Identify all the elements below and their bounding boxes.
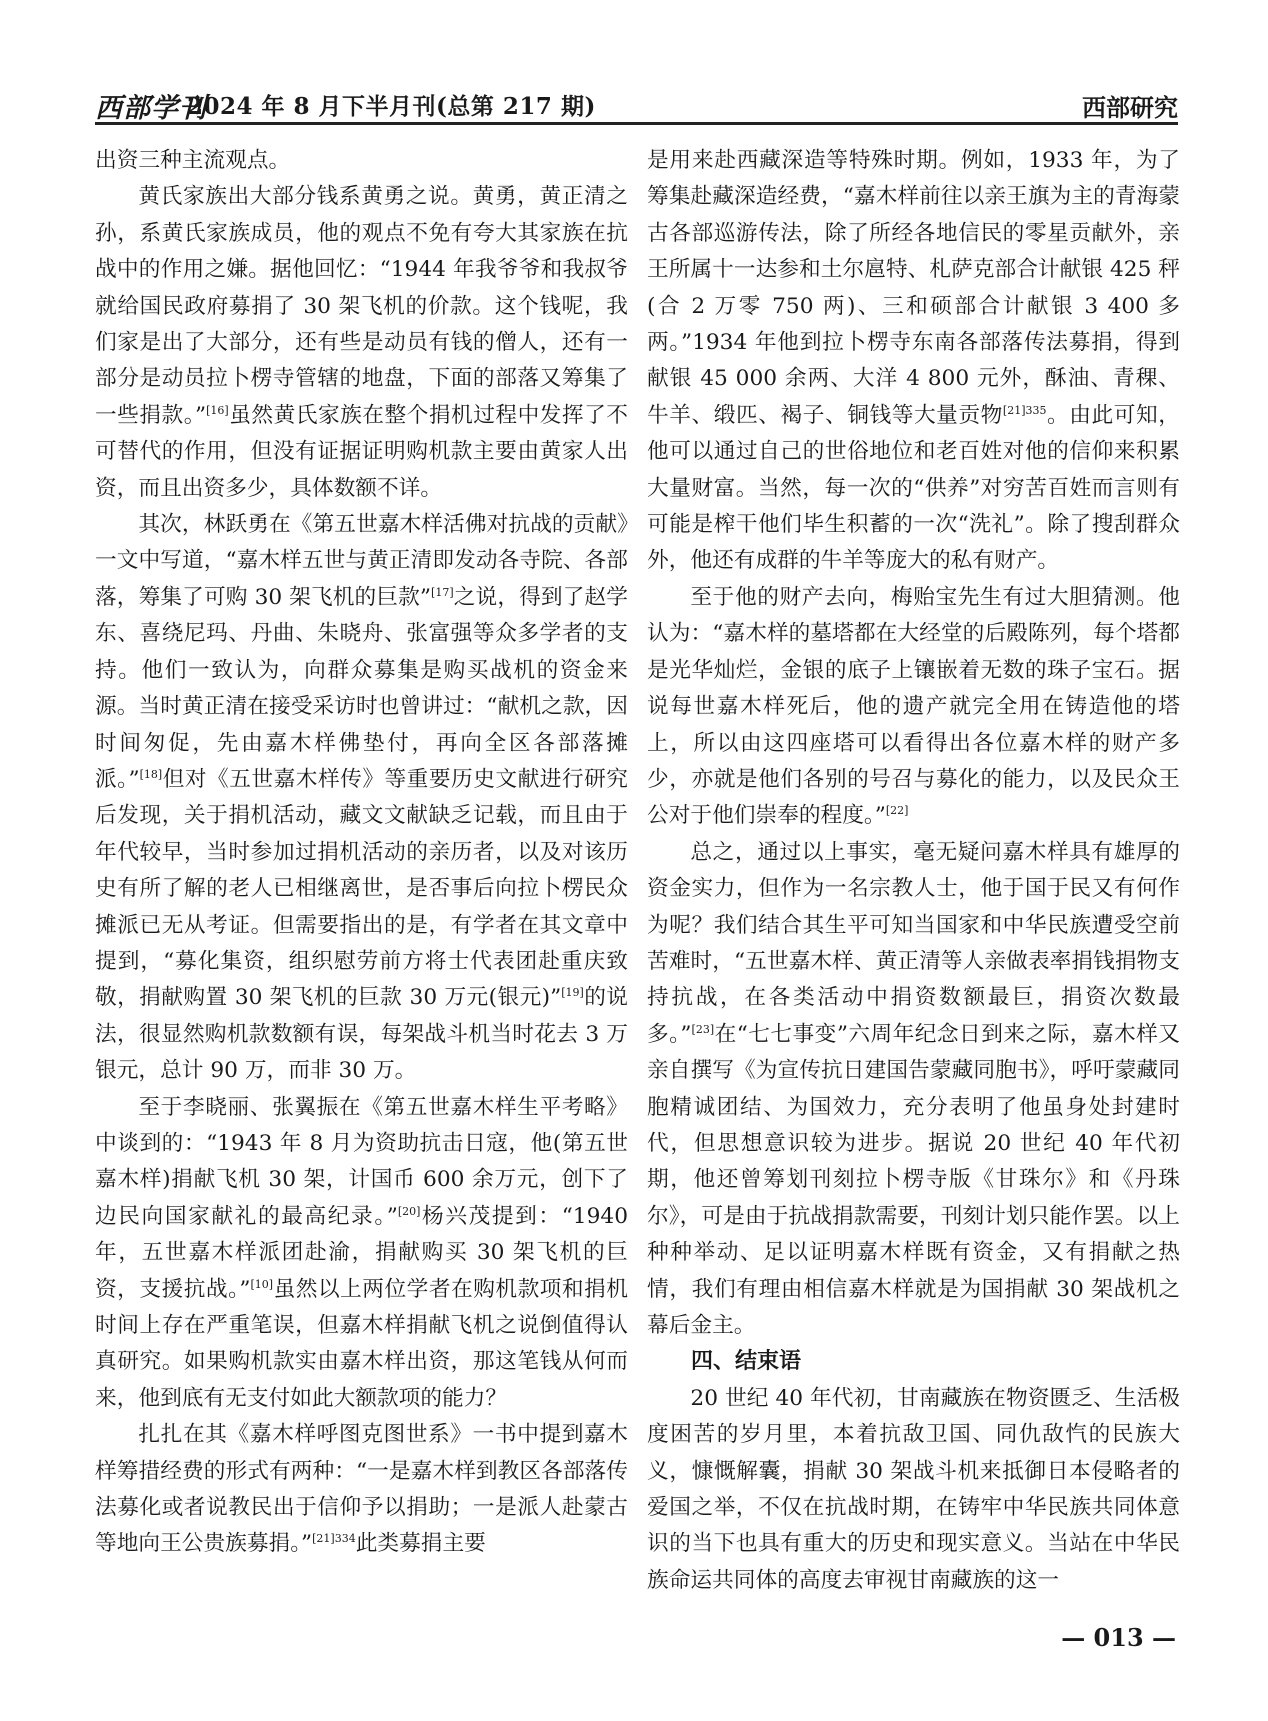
citation: [21]335 <box>1002 403 1047 417</box>
section-name: 西部研究 <box>1082 93 1178 122</box>
paragraph: 扎扎在其《嘉木样呼图克图世系》一书中提到嘉木样筹措经费的形式有两种：“一是嘉木样到教区各部落传法募化或者说教民出于信仰予以捐助；一是派人赴蒙古等地向王公贵族募捐。”$^{[21]334}$此类募捐主要 <box>95 1422 628 1557</box>
citation: [20] <box>397 1204 421 1218</box>
journal-logo: 西部学刊 <box>95 93 207 124</box>
paragraph: 至于他的财产去向，梅贻宝先生有过大胆猜测。他认为：“嘉木样的墓塔都在大经堂的后殿陈列，每个塔都是光华灿烂，金银的底子上镶嵌着无数的珠子宝石。据说每世嘉木样死后，他的遗产就完全用在铸造他的塔上，所以由这四座塔可以看得出各位嘉木样的财产多少，亦就是他们各别的号召与募化的能力，以及民众王公对于他们崇奉的程度。”[22] <box>647 584 1180 829</box>
page-header <box>95 82 1178 128</box>
paragraph: 总之，通过以上事实，毫无疑问嘉木样具有雄厚的资金实力，但作为一名宗教人士，他于国于民又有何作为呢？我们结合其生平可知当国家和中华民族遭受空前苦难时，“五世嘉木样、黄正清等人亲做表率捐钱捐物支持抗战，在各类活动中捐资数额最巨，捐资次数最多。”[23]在“七七事变”六周年纪念日到来之际，嘉木样又亲自撰写《为宣传抗日建国告蒙藏同胞书》，呼吁蒙藏同胞精诚团结、为国效力，充分表明了他虽身处封建时代，但思想意识较为进步。据说 20 世纪 40 年代初期，他还曾筹划刊刻拉卜楞寺版《甘珠尔》和《丹珠尔》，可是由于抗战捐款需要，刊刻计划只能作罢。以上种种举动、足以证明嘉木样既有资金，又有捐献之热情，我们有理由相信嘉木样就是为国捐献 30 架战机之幕后金主。 <box>647 839 1180 1338</box>
paragraph: 其次，林跃勇在《第五世嘉木样活佛对抗战的贡献》一文中写道，“嘉木样五世与黄正清即发动各寺院、各部落，筹集了可购 30 架飞机的巨款”[17]之说，得到了赵学东、喜绕尼玛、丹曲、朱晓舟、张富强等众多学者的支持。他们一致认为，向群众募集是购买战机的资金来源。当时黄正清在接受采访时也曾讲过：“献机之款，因时间匆促，先由嘉木样佛垫付，再向全区各部落摊派。”[18]但对《五世嘉木样传》等重要历史文献进行研究后发现，关于捐机活动，藏文文献缺乏记载，而且由于年代较早，当时参加过捐机活动的亲历者，以及对该历史有所了解的老人已相继离世，是否事后向拉卜楞民众摊派已无从考证。但需要指出的是，有学者在其文章中提到，“募化集资，组织慰劳前方将士代表团赴重庆致敬，捐献购置 30 架飞机的巨款 30 万元(银元)”[19]的说法，很显然购机款数额有误，每架战斗机当时花去 3 万银元，总计 90 万，而非 30 万。 <box>95 512 628 1084</box>
citation: [10] <box>250 1277 274 1291</box>
citation: [21]334 <box>312 1532 356 1546</box>
paragraph: 至于李晓丽、张翼振在《第五世嘉木样生平考略》中谈到的：“1943 年 8 月为资助抗击日寇，他(第五世嘉木样)捐献飞机 30 架，计国币 600 余万元，创下了边民向国家献礼的最高纪录。”[20]杨兴茂提到：“1940 年，五世嘉木样派团赴渝，捐献购买 30 架飞机的巨资，支援抗战。”[10]虽然以上两位学者在购机款项和捐机时间上存在严重笔误，但嘉木样捐献飞机之说倒值得认真研究。如果购机款实由嘉木样出资，那这笔钱从何而来，他到底有无支付如此大额款项的能力？ <box>95 1094 628 1411</box>
header-rule <box>95 122 1178 125</box>
paragraph: 出资三种主流观点。 <box>95 148 291 173</box>
issue-info: 2024 年 8 月下半月刊(总第 217 期) <box>187 93 596 120</box>
right-column <box>647 143 1180 1599</box>
citation: [17] <box>431 585 454 599</box>
citation: [19] <box>561 986 584 1000</box>
left-column <box>95 143 628 1563</box>
citation: [16] <box>206 403 229 417</box>
section-heading: 四、结束语 <box>691 1349 802 1375</box>
paragraph: 是用来赴西藏深造等特殊时期。例如，1933 年，为了筹集赴藏深造经费，“嘉木样前往以亲王旗为主的青海蒙古各部巡游传法，除了所经各地信民的零星贡献外，亲王所属十一达参和土尔扈特、札萨克部合计献银 425 秤(合 2 万零 750 两)、三和硕部合计献银 3 400 多两。”1934 年他到拉卜楞寺东南各部落传法募捐，得到献银 45 000 余两、大洋 4 800 元外，酥油、青稞、牛羊、缎匹、褐子、铜钱等大量贡物$^{[21]335}$。由此可知，他可以通过自己的世俗地位和老百姓对他的信仰来积累大量财富。当然，每一次的“供养”对穷苦百姓而言则有可能是榨干他们毕生积蓄的一次“洗礼”。除了搜刮群众外，他还有成群的牛羊等庞大的私有财产。 <box>647 148 1180 574</box>
citation: [22] <box>885 804 909 818</box>
paragraph: 20 世纪 40 年代初，甘南藏族在物资匮乏、生活极度困苦的岁月里，本着抗敌卫国、同仇敌忾的民族大义，慷慨解囊，捐献 30 架战斗机来抵御日本侵略者的爱国之举，不仅在抗战时期，在铸牢中华民族共同体意识的当下也具有重大的历史和现实意义。当站在中华民族命运共同体的高度去审视甘南藏族的这一 <box>647 1385 1180 1593</box>
paragraph: 黄氏家族出大部分钱系黄勇之说。黄勇，黄正清之孙，系黄氏家族成员，他的观点不免有夸大其家族在抗战中的作用之嫌。据他回忆：“1944 年我爷爷和我叔爷就给国民政府募捐了 30 架飞机的价款。这个钱呢，我们家是出了大部分，还有些是动员有钱的僧人，还有一部分是动员拉卜楞寺管辖的地盘，下面的部落又筹集了一些捐款。”[16]虽然黄氏家族在整个捐机过程中发挥了不可替代的作用，但没有证据证明购机款主要由黄家人出资，而且出资多少，具体数额不详。 <box>95 184 628 501</box>
citation: [18] <box>139 767 163 781</box>
citation: [23] <box>691 1022 715 1036</box>
page-number: — 013 — <box>1061 1623 1176 1652</box>
